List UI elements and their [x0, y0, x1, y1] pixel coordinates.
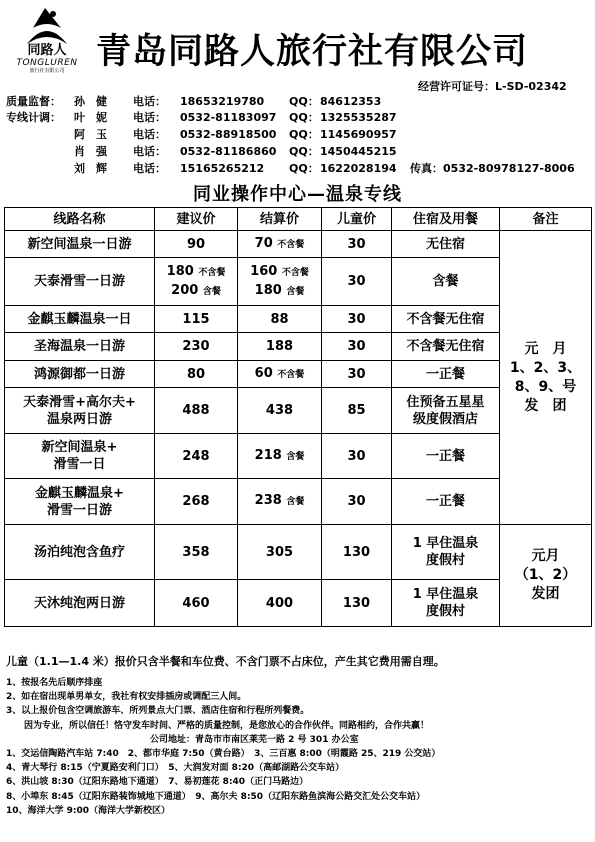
route-name-cell: [5, 580, 155, 627]
suggest-price: 488: [182, 403, 210, 418]
settle-price-cell: [238, 231, 322, 258]
contact-qq: 1450445215: [320, 145, 397, 158]
note-line: 3、以上报价包含空调旅游车、所列景点大门票、酒店住宿和行程所列餐费。: [6, 706, 310, 717]
suggest-price-cell: [155, 388, 238, 434]
contact-tel-label: 电话：: [133, 111, 166, 124]
contact-role: 质量监督：: [6, 95, 61, 108]
pickup-point: 1、交运信陶路汽车站 7:40 2、都市华庭 7:50（黄台路） 3、三百惠 8:00（明霞路 25、219 公交站）: [6, 749, 441, 760]
settle-price-cell: [238, 479, 322, 525]
remark-cell: [500, 231, 592, 525]
lodging-cell: [392, 580, 500, 627]
logo-text-en: TONGLUREN: [16, 58, 78, 68]
lodging-text: 不含餐无住宿: [406, 311, 485, 327]
contact-row: [0, 127, 595, 143]
child-price-cell: [322, 361, 392, 388]
suggest-price-cell: [155, 361, 238, 388]
suggest-price-note: 不含餐: [198, 267, 226, 278]
suggest-price: 180: [166, 263, 194, 279]
settle-price-cell: [238, 306, 322, 333]
remark-line: 元月: [531, 548, 560, 564]
header-suggest-price: 建议价: [155, 208, 238, 231]
lodging-text-line2: 级度假酒店: [412, 411, 478, 427]
company-logo: [12, 6, 82, 80]
child-price: 130: [342, 544, 371, 560]
lodging-cell: [392, 258, 500, 306]
contact-qq-label: QQ：: [289, 162, 319, 175]
route-name-cell: [5, 231, 155, 258]
contact-row: [0, 94, 595, 110]
route-name: 天泰滑雪+高尔夫+: [23, 394, 136, 410]
suggest-price-alt: 200: [171, 282, 199, 298]
child-price: 30: [347, 448, 366, 464]
settle-price-cell: [238, 361, 322, 388]
logo-text-sub: 旅行社有限公司: [29, 68, 65, 74]
suggest-price: 460: [182, 595, 210, 611]
contact-qq: 1145690957: [320, 128, 397, 141]
note-line: 2、如在宿出现单男单女，我社有权安排插房或调配三人间。: [6, 692, 247, 703]
contact-tel: 15165265212: [180, 162, 265, 175]
settle-price: 188: [265, 339, 294, 354]
settle-price-cell: [238, 434, 322, 479]
suggest-price: 80: [186, 366, 206, 382]
contact-tel-label: 电话：: [133, 145, 166, 158]
settle-price-alt-note: 含餐: [286, 286, 305, 297]
route-name-line2: 滑雪一日: [53, 457, 106, 472]
lodging-cell: [392, 333, 500, 361]
header-lodging: 住宿及用餐: [392, 208, 500, 231]
contact-row: [0, 110, 595, 126]
section-title: 同业操作中心—温泉专线: [193, 184, 402, 205]
settle-price-alt: 180: [254, 282, 282, 298]
child-price-cell: [322, 258, 392, 306]
remark-line: 发团: [531, 586, 560, 602]
child-price-cell: [322, 333, 392, 361]
lodging-text-line2: 度假村: [425, 604, 465, 619]
lodging-cell: [392, 388, 500, 434]
settle-price-cell: [238, 388, 322, 434]
lodging-cell: [392, 231, 500, 258]
settle-price-note: 不含餐: [281, 267, 309, 278]
contact-qq-label: QQ：: [289, 128, 319, 141]
suggest-price-cell: [155, 580, 238, 627]
suggest-price: 230: [182, 339, 210, 354]
route-name-cell: [5, 388, 155, 434]
pickup-point: 6、洪山坡 8:30（辽阳东路地下通道） 7、易初莲花 8:40（正门马路边）: [6, 777, 309, 788]
child-price: 30: [347, 311, 366, 327]
settle-price-note: 含餐: [286, 497, 305, 507]
route-name: 金麒玉麟温泉一日: [27, 311, 132, 327]
child-price-cell: [322, 306, 392, 333]
contact-name: 孙 健: [74, 95, 107, 108]
child-price: 130: [342, 595, 371, 611]
route-name-cell: [5, 333, 155, 361]
suggest-price-cell: [155, 333, 238, 361]
child-price-cell: [322, 479, 392, 525]
suggest-price: 115: [182, 311, 210, 327]
contact-qq-label: QQ：: [289, 145, 319, 158]
contact-name: 阿 玉: [74, 128, 107, 141]
settle-price-cell: [238, 333, 322, 361]
header-settle-price: 结算价: [238, 208, 322, 231]
settle-price-note: 不含餐: [277, 369, 305, 380]
lodging-cell: [392, 306, 500, 333]
lodging-text-line2: 度假村: [425, 553, 465, 568]
remark-line: 元 月: [524, 340, 567, 357]
suggest-price: 268: [182, 494, 210, 509]
child-price: 30: [347, 366, 366, 382]
child-price-note: 儿童（1.1—1.4 米）报价只含半餐和车位费、不含门票不占床位，产生其它费用需自理。: [6, 655, 445, 668]
settle-price: 60: [254, 365, 273, 381]
header-route: 线路名称: [5, 208, 155, 231]
settle-price: 400: [265, 595, 294, 611]
settle-price: 88: [270, 311, 289, 327]
settle-price-cell: [238, 580, 322, 627]
child-price: 30: [347, 339, 366, 354]
lodging-text: 1 早住温泉: [412, 536, 479, 551]
suggest-price: 358: [182, 544, 210, 560]
pickup-point: 10、海洋大学 9:00（海洋大学新校区）: [6, 805, 171, 816]
contact-tel-label: 电话：: [133, 128, 166, 141]
settle-price-cell: [238, 258, 322, 306]
route-name: 天沐纯泡两日游: [33, 595, 125, 611]
contact-row: [0, 144, 595, 160]
contact-tel: 18653219780: [180, 95, 265, 108]
lodging-text: 无住宿: [425, 236, 465, 252]
contact-tel: 0532-88918500: [180, 128, 277, 141]
child-price-cell: [322, 434, 392, 479]
lodging-text: 住预备五星星: [406, 394, 485, 410]
suggest-price-cell: [155, 479, 238, 525]
child-price: 30: [347, 274, 366, 289]
header-remark: 备注: [500, 208, 592, 231]
route-name: 汤泊纯泡含鱼疗: [33, 544, 125, 560]
route-name-cell: [5, 306, 155, 333]
route-name: 新空间温泉+: [41, 440, 118, 455]
settle-price: 438: [265, 403, 294, 418]
settle-price-note: 含餐: [286, 451, 305, 462]
contact-name: 肖 强: [74, 145, 107, 158]
route-name-cell: [5, 479, 155, 525]
lodging-text: 一正餐: [425, 448, 465, 464]
route-name: 圣海温泉一日游: [33, 339, 125, 354]
child-price-cell: [322, 580, 392, 627]
suggest-price-cell: [155, 258, 238, 306]
notes-list: [6, 676, 440, 818]
contact-qq: 1325535287: [320, 111, 397, 124]
contact-qq-label: QQ：: [289, 95, 319, 108]
contact-qq-label: QQ：: [289, 111, 319, 124]
remark-line: 发 团: [524, 397, 567, 414]
contact-qq: 1622028194: [320, 162, 397, 175]
lodging-cell: [392, 361, 500, 388]
contact-fax: 传真：0532-80978127-8006: [410, 162, 575, 175]
settle-price: 160: [250, 263, 278, 279]
remark-cell: [500, 525, 592, 627]
license-number: 经营许可证号：L-SD-02342: [418, 80, 567, 93]
remark-line: （1、2）: [514, 567, 577, 583]
lodging-cell: [392, 479, 500, 525]
lodging-text: 一正餐: [425, 366, 465, 382]
contact-row: [0, 161, 595, 177]
settle-price-cell: [238, 525, 322, 580]
suggest-price-cell: [155, 434, 238, 479]
contact-name: 刘 辉: [74, 162, 107, 175]
child-price: 85: [347, 403, 366, 418]
contact-qq: 84612353: [320, 95, 382, 108]
logo-text-cn: 同路人: [27, 43, 67, 58]
route-name-cell: [5, 361, 155, 388]
settle-price: 238: [254, 493, 282, 508]
suggest-price: 248: [182, 448, 210, 464]
contact-tel: 0532-81183097: [180, 111, 277, 124]
suggest-price-alt-note: 含餐: [202, 286, 221, 297]
settle-price: 305: [265, 544, 294, 560]
suggest-price-cell: [155, 306, 238, 333]
contact-tel-label: 电话：: [133, 95, 166, 108]
child-price-cell: [322, 525, 392, 580]
route-name: 天泰滑雪一日游: [33, 274, 125, 289]
settle-price: 218: [254, 447, 282, 463]
logo-emblem-icon: [23, 6, 71, 46]
settle-price-note: 不含餐: [277, 239, 305, 250]
company-name: 青岛同路人旅行社有限公司: [96, 31, 529, 72]
route-name: 新空间温泉一日游: [27, 236, 132, 252]
pickup-point: 8、小埠东 8:45（辽阳东路装饰城地下通道） 9、高尔夫 8:50（辽阳东路鱼滨海公路交汇处公交车站）: [6, 791, 426, 802]
lodging-cell: [392, 434, 500, 479]
suggest-price-cell: [155, 525, 238, 580]
contact-name: 叶 妮: [74, 111, 107, 124]
route-name-cell: [5, 525, 155, 580]
lodging-cell: [392, 525, 500, 580]
route-name: 金麒玉麟温泉+: [35, 485, 124, 501]
route-name-cell: [5, 258, 155, 306]
route-name-line2: 滑雪一日游: [46, 502, 112, 518]
note-line: 公司地址：青岛市市南区莱芜一路 2 号 301 办公室: [6, 734, 359, 745]
lodging-text: 一正餐: [425, 494, 465, 509]
lodging-text: 含餐: [432, 274, 459, 289]
suggest-price-cell: [155, 231, 238, 258]
contact-role: 专线计调：: [6, 111, 61, 124]
child-price: 30: [347, 236, 366, 252]
header-child-price: 儿童价: [322, 208, 392, 231]
note-line: 1、按报名先后顺序排座: [6, 678, 103, 688]
lodging-text: 不含餐无住宿: [406, 339, 485, 354]
route-name-cell: [5, 434, 155, 479]
note-line: 因为专业，所以信任！恪守发车时间、严格的质量控制，是您放心的合作伙伴。同路相约，合作共赢！: [6, 720, 430, 731]
route-name: 鸿源御都一日游: [33, 366, 125, 382]
route-name-line2: 温泉两日游: [46, 411, 112, 427]
child-price-cell: [322, 388, 392, 434]
pickup-point: 4、青大琴行 8:15（宁夏路安利门口） 5、大润发对面 8:20（高邮湖路公交车站）: [6, 763, 345, 774]
contact-tel: 0532-81186860: [180, 145, 277, 158]
table-row: [5, 525, 592, 580]
child-price: 30: [347, 494, 366, 509]
remark-line: 8、9、号: [514, 378, 577, 395]
settle-price: 70: [254, 235, 273, 251]
child-price-cell: [322, 231, 392, 258]
table-header-row: [5, 208, 592, 231]
suggest-price: 90: [186, 236, 206, 252]
lodging-text: 1 早住温泉: [412, 587, 479, 602]
table-row: [5, 231, 592, 258]
route-price-table: [4, 207, 592, 627]
remark-line: 1、2、3、: [509, 359, 582, 376]
contact-tel-label: 电话：: [133, 162, 166, 175]
